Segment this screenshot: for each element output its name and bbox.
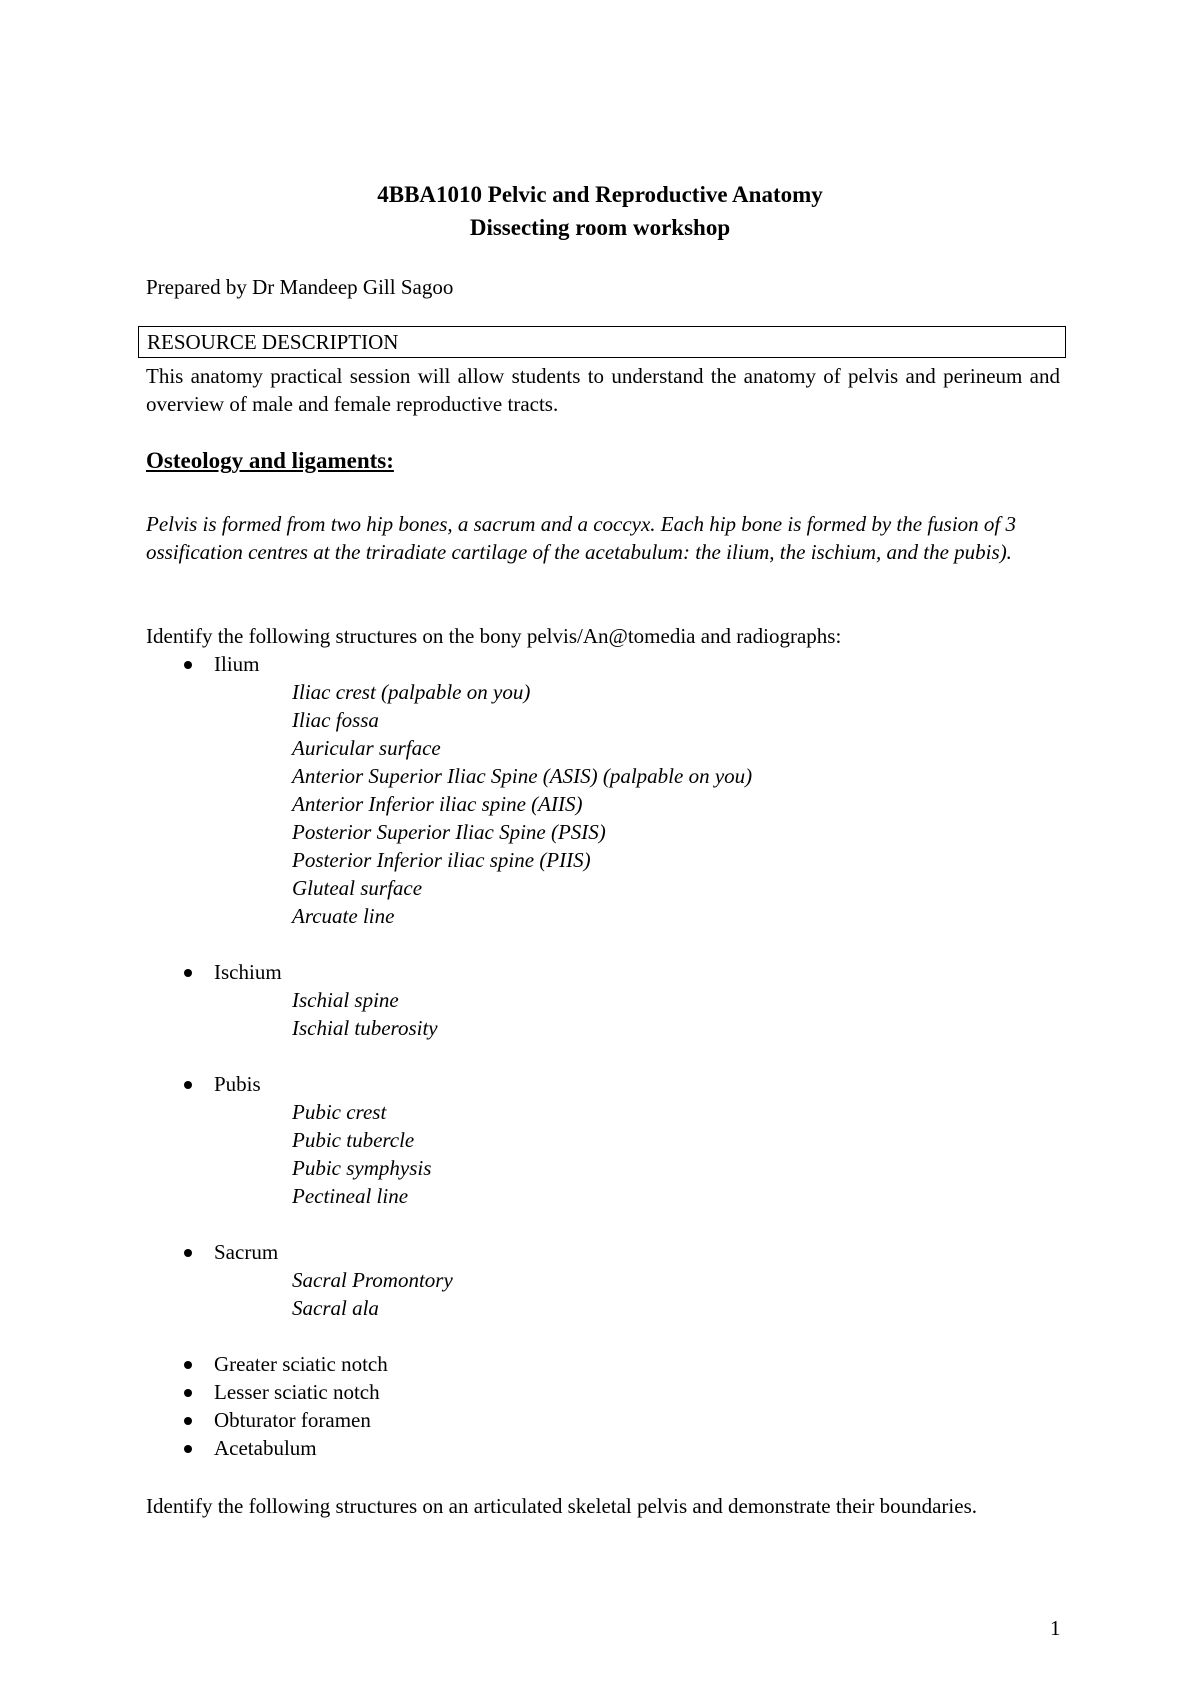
sub-item: Posterior Inferior iliac spine (PIIS) bbox=[292, 848, 591, 872]
group-label: Pubis bbox=[214, 1072, 261, 1096]
bullet-icon bbox=[184, 969, 192, 977]
sub-item: Auricular surface bbox=[292, 736, 441, 760]
sub-item: Pectineal line bbox=[292, 1184, 409, 1208]
sub-item: Sacral Promontory bbox=[292, 1268, 453, 1292]
sub-item: Iliac crest (palpable on you) bbox=[292, 680, 531, 704]
sub-item: Ischial spine bbox=[292, 988, 399, 1012]
resource-description-text: This anatomy practical session will allow students to understand the anatomy of pelvis and perineum and overview of male and female reproductive tracts. bbox=[146, 364, 1060, 416]
list-item-ischium bbox=[184, 960, 282, 985]
bullet-icon bbox=[184, 1081, 192, 1089]
sub-item: Pubic symphysis bbox=[292, 1156, 432, 1180]
list-item-pubis bbox=[184, 1072, 261, 1097]
sub-item: Gluteal surface bbox=[292, 876, 423, 900]
item-label: Obturator foramen bbox=[214, 1408, 371, 1432]
list-item-acetabulum bbox=[184, 1436, 317, 1461]
sub-item: Pubic crest bbox=[292, 1100, 387, 1124]
document-title: 4BBA1010 Pelvic and Reproductive Anatomy bbox=[377, 182, 823, 207]
group-label: Ischium bbox=[214, 960, 282, 984]
prepared-by: Prepared by Dr Mandeep Gill Sagoo bbox=[146, 275, 454, 299]
page-number: 1 bbox=[1050, 1616, 1061, 1640]
sub-item: Anterior Superior Iliac Spine (ASIS) (palpable on you) bbox=[292, 764, 753, 788]
bullet-icon bbox=[184, 1249, 192, 1257]
sub-item: Pubic tubercle bbox=[292, 1128, 415, 1152]
sub-item: Anterior Inferior iliac spine (AIIS) bbox=[292, 792, 583, 816]
list-item-obturator-foramen bbox=[184, 1408, 371, 1433]
bullet-icon bbox=[184, 1445, 192, 1453]
osteology-intro: Pelvis is formed from two hip bones, a sacrum and a coccyx. Each hip bone is formed by the fusion of 3 ossification centres at the triradiate cartilage of the acetabulum: the ilium, the ischium, and the pubis). bbox=[146, 512, 1017, 564]
section-heading-osteology: Osteology and ligaments: bbox=[146, 448, 394, 473]
bullet-icon bbox=[184, 1389, 192, 1397]
sub-item: Arcuate line bbox=[292, 904, 395, 928]
item-label: Greater sciatic notch bbox=[214, 1352, 388, 1376]
bullet-icon bbox=[184, 1361, 192, 1369]
list-item-greater-sciatic-notch bbox=[184, 1352, 388, 1377]
sub-item: Sacral ala bbox=[292, 1296, 379, 1320]
resource-description-label: RESOURCE DESCRIPTION bbox=[138, 326, 1066, 358]
document-subtitle: Dissecting room workshop bbox=[469, 215, 731, 240]
identify-prompt: Identify the following structures on the bony pelvis/An@tomedia and radiographs: bbox=[146, 624, 842, 648]
item-label: Lesser sciatic notch bbox=[214, 1380, 380, 1404]
identify-prompt-2: Identify the following structures on an articulated skeletal pelvis and demonstrate their boundaries. bbox=[146, 1494, 977, 1518]
group-label: Sacrum bbox=[214, 1240, 279, 1264]
list-item-ilium bbox=[184, 652, 260, 677]
sub-item: Ischial tuberosity bbox=[292, 1016, 438, 1040]
sub-item: Posterior Superior Iliac Spine (PSIS) bbox=[292, 820, 606, 844]
bullet-icon bbox=[184, 661, 192, 669]
sub-item: Iliac fossa bbox=[292, 708, 379, 732]
list-item-sacrum bbox=[184, 1240, 278, 1265]
bullet-icon bbox=[184, 1417, 192, 1425]
group-label: Ilium bbox=[214, 652, 260, 676]
list-item-lesser-sciatic-notch bbox=[184, 1380, 380, 1405]
item-label: Acetabulum bbox=[214, 1436, 317, 1460]
